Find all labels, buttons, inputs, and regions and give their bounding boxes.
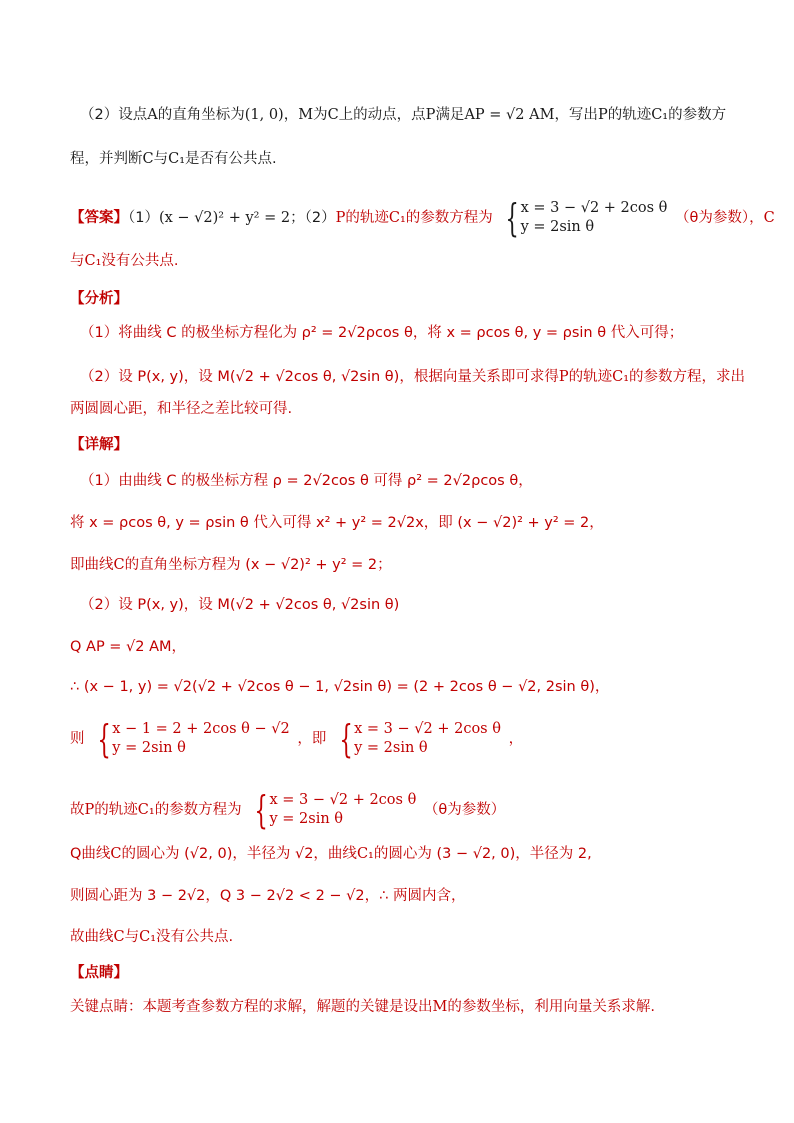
answer-line-2 [70,250,179,272]
coord-1-0: (1, 0) [244,107,284,123]
detail-line-11 [70,926,233,948]
answer-text: 的参数方程为 [405,210,493,226]
detail-text: 没有公共点. [156,929,234,945]
system-row: y = 2sin θ [269,811,344,827]
detail-line-9 [70,843,592,865]
detail-system-2: { x = 3 − √2 + 2cos θ y = 2sin θ [339,717,501,761]
system-row: x = 3 − √2 + 2cos θ [269,792,417,808]
var-P: P [84,802,95,818]
var-C1: C₁ [84,253,102,269]
question-text: 程，并判断 [70,151,143,167]
system-row: y = 2sin θ [112,740,186,756]
var-C: C [113,929,125,945]
var-C: C [763,210,775,226]
question-text: 与 [153,151,169,167]
var-C1: C₁ [651,107,669,123]
detail-text: 的直角坐标方程为 (x − √2)² + y² = 2； [124,557,392,573]
detail-text: 的参数方程为 [154,802,242,818]
question-2-line-2 [70,148,277,170]
comment-text: 的参数坐标，利用向量关系求解. [447,999,655,1015]
comment-label: 【点睛】 [70,965,128,981]
question-text: 的轨迹 [607,107,652,123]
detail-text: 的圆心为 (√2, 0)，半径为 √2，曲线 [121,846,357,862]
comment-line [70,996,655,1018]
detail-text: Q曲线 [70,846,111,862]
system-row: x = 3 − √2 + 2cos θ [354,721,501,737]
detail-text: 则 [70,731,85,747]
answer-text: 的轨迹 [345,210,389,226]
detail-line-4: （2）设 P(x, y)，设 M(√2 + √2cos θ, √2sin θ) [80,597,400,613]
detail-line-1: （1）由曲线 C 的极坐标方程 ρ = 2√2cos θ 可得 ρ² = 2√2ρcos θ， [80,473,533,489]
detail-line-5: Q AP = √2 AM， [70,639,187,655]
var-C: C [110,846,122,862]
question-text: 满足 [435,107,465,123]
answer-text: 没有公共点. [101,253,179,269]
detail-text: 故 [70,802,85,818]
question-text: 是否有公共点. [185,151,277,167]
detail-text: ，即 [297,731,327,747]
question-2-line-1 [80,104,726,126]
answer-label: 【答案】 [70,210,128,226]
detail-system-1: { x − 1 = 2 + 2cos θ − √2 y = 2sin θ [97,717,290,761]
var-C1: C₁ [137,802,155,818]
analysis-line-1: （1）将曲线 C 的极坐标方程化为 ρ² = 2√2ρcos θ，将 x = ρcos θ, y = ρsin θ 代入可得； [80,325,684,341]
detail-line-3 [70,554,392,576]
var-M: M [298,107,314,123]
detail-text: ， [508,731,524,747]
vector-condition: AP = √2 AM [464,107,555,123]
var-P: P [425,107,436,123]
detail-text: 与 [124,929,140,945]
system-row: x = 3 − √2 + 2cos θ [520,200,668,216]
var-C1: C₁ [356,846,374,862]
detail-text: （θ为参数） [423,802,506,818]
analysis-line-2 [80,366,745,388]
var-P: P [558,369,569,385]
detail-line-2: 将 x = ρcos θ, y = ρsin θ 代入可得 x² + y² = 2√2x，即 (x − √2)² + y² = 2， [70,515,604,531]
analysis-label: 【分析】 [70,291,128,307]
answer-text: （θ为参数）， [675,210,764,226]
detail-text: 的轨迹 [94,802,138,818]
analysis-text: （2）设 P(x, y)，设 M(√2 + √2cos θ, √2sin θ)，根据向量关系即可求得 [80,369,559,385]
detail-text: 即曲线 [70,557,114,573]
question-text: 的参数方 [668,107,727,123]
var-C: C [327,107,339,123]
answer-param-system: { x = 3 − √2 + 2cos θ y = 2sin θ [505,196,668,240]
answer-text: （1） [128,210,159,226]
detail-text: 故曲线 [70,929,114,945]
var-P: P [597,107,608,123]
question-text: （2）设点 [80,107,148,123]
detail-line-6: ∴ (x − 1, y) = √2(√2 + √2cos θ − 1, √2sin θ) = (2 + 2cos θ − √2, 2sin θ)， [70,679,610,695]
analysis-line-3: 两圆圆心距，和半径之差比较可得. [70,401,293,417]
question-text: ，写出 [554,107,598,123]
answer-text: 与 [70,253,85,269]
var-C: C [142,151,154,167]
question-text: 上的动点，点 [338,107,426,123]
answer-text: ；（2） [290,210,336,226]
question-text: 为 [313,107,328,123]
analysis-text: 的轨迹 [568,369,613,385]
analysis-text: 的参数方程，求出 [629,369,746,385]
detail-label: 【详解】 [70,437,128,453]
var-C1: C₁ [612,369,630,385]
question-text: 的直角坐标为 [157,107,245,123]
var-M: M [432,999,448,1015]
var-C1: C₁ [388,210,406,226]
detail-system-3: { x = 3 − √2 + 2cos θ y = 2sin θ [254,788,417,832]
var-C: C [113,557,125,573]
comment-text: 关键点睛：本题考查参数方程的求解，解题的关键是设出 [70,999,433,1015]
answer-equation-1: (x − √2)² + y² = 2 [158,210,291,226]
system-row: y = 2sin θ [520,219,595,235]
system-row: x − 1 = 2 + 2cos θ − √2 [112,721,290,737]
var-P: P [335,210,346,226]
answer-line [70,198,775,238]
question-text: ， [283,107,299,123]
detail-line-7 [70,719,523,759]
var-C1: C₁ [168,151,186,167]
var-A: A [147,107,158,123]
detail-text: 的圆心为 (3 − √2, 0)，半径为 2, [373,846,592,862]
detail-line-10: 则圆心距为 3 − 2√2，Q 3 − 2√2 < 2 − √2，∴ 两圆内含， [70,888,466,904]
system-row: y = 2sin θ [354,740,428,756]
var-C1: C₁ [139,929,157,945]
detail-line-8 [70,790,505,830]
